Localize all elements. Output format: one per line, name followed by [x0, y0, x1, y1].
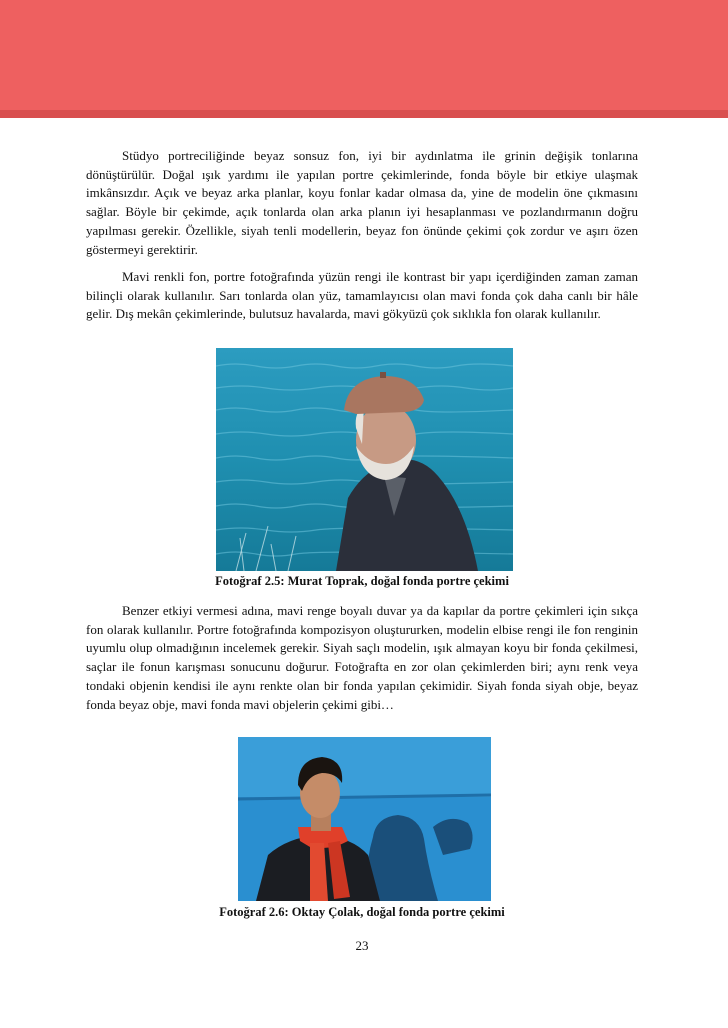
header-rule	[0, 110, 728, 118]
page-number: 23	[355, 938, 369, 953]
photo-young-man-red-scarf	[238, 737, 491, 901]
header-band	[0, 0, 728, 110]
paragraph-white-background: Stüdyo portreciliğinde beyaz sonsuz fon, iyi bir aydınlatma ile grinin değişik tonlarına dönüştürülür. Doğal ışık yardımı ile yapılan portre çekimlerinde, fonda böyle bir etkiye ulaşmak imkânsızdır. Açık ve beyaz arka planlar, koyu fonlar kadar olmasa da, yine de modelin öne çıkmasını sağlar. Böyle bir çekimde, açık tonlarda olan arka planın iyi hesaplanması ve pozlandırmanın doğru yapılması gerekir. Özellikle, siyah tenli modellerin, beyaz fon önünde çekimi çok zordur ve aşırı özen göstermeyi gerektirir.	[86, 148, 638, 257]
caption-photo-2-5: Fotoğraf 2.5: Murat Toprak, doğal fonda portre çekimi	[215, 574, 509, 588]
paragraph-same-color-background: Benzer etkiyi vermesi adına, mavi renge boyalı duvar ya da kapılar da portre çekimleri için sıkça fon olarak kullanılır. Portre fotoğrafında kompozisyon oluştururken, modelin elbise rengi ile fon renginin uyumlu olup olmadığının incelemek gerekir. Siyah saçlı modelin, ışık almayan koyu bir fonda çekilmesi, saçlar ile fonun karışması sonucunu doğurur. Fotoğrafta en zor olan çekimlerden biri; aynı renk veya tondaki objenin kendisi ile aynı renkte olan bir fonda yapılan çekimidir. Siyah fonda siyah obje, beyaz fonda beyaz obje, mavi fonda mavi objelerin çekimi gibi…	[86, 603, 638, 712]
caption-photo-2-6: Fotoğraf 2.6: Oktay Çolak, doğal fonda portre çekimi	[219, 905, 505, 919]
photo-old-man-by-water	[216, 348, 513, 571]
paragraph-blue-background: Mavi renkli fon, portre fotoğrafında yüzün rengi ile kontrast bir yapı içerdiğinden zaman zaman bilinçli olarak kullanılır. Sarı tonlarda olan yüz, tamamlayıcısı olan mavi fonda çok daha canlı bir hâle gelir. Dış mekân çekimlerinde, bulutsuz havalarda, mavi gökyüzü çok sıklıkla fon olarak kullanılır.	[86, 269, 638, 322]
